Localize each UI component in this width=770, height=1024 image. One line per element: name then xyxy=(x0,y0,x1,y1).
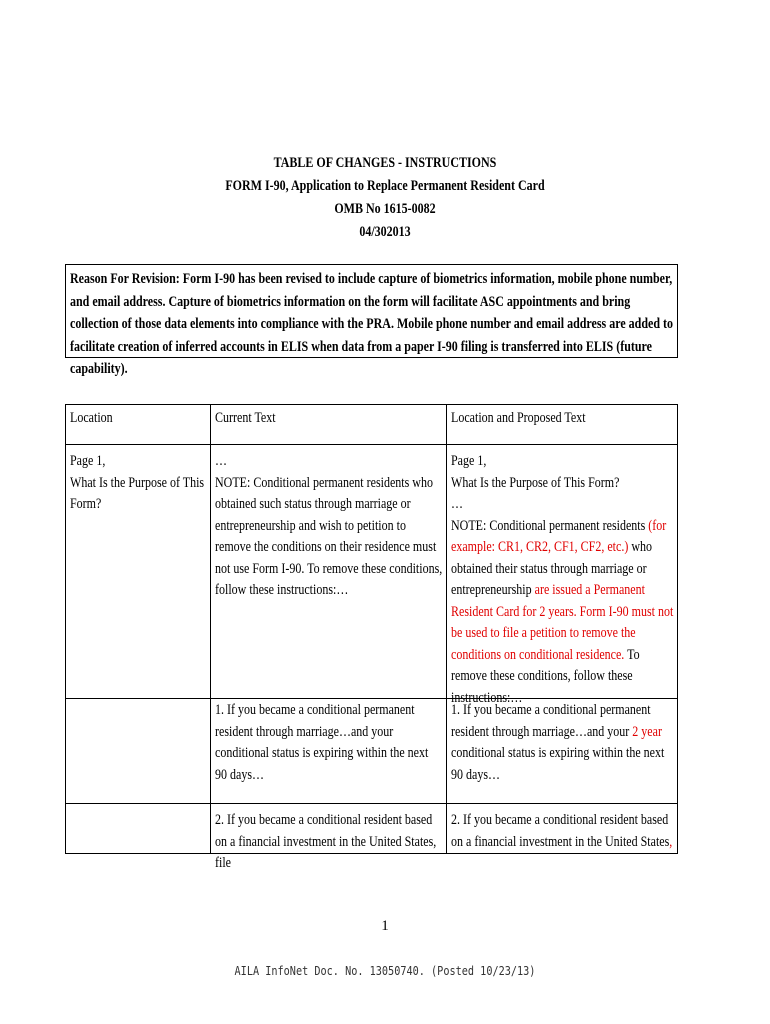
proposed-text-cell: 2. If you became a conditional resident based on a financial investment in the United States, xyxy=(447,804,678,854)
reason-for-revision-box xyxy=(65,264,678,377)
added-text: (for example: CR1, CR2, CF1, CF2, etc.) xyxy=(451,517,667,555)
current-text-cell: 2. If you became a conditional resident based on a financial investment in the United States, file xyxy=(211,804,447,854)
location-page: Page 1, xyxy=(70,453,106,469)
location-cell xyxy=(66,699,211,804)
proposed-location-section: What Is the Purpose of This Form? xyxy=(451,474,620,491)
added-text: are issued a Permanent Resident Card for 2 years. Form I-90 must not be used to file a petition to remove the conditions on conditional residence. xyxy=(451,582,674,663)
proposed-note: NOTE: Conditional permanent residents (for example: CR1, CR2, CF1, CF2, etc.) who obtained their status through marriage or entrepreneurship are issued a Permanent Resident Card for 2 years. Form I-90 must not be used to file a petition to remove the conditions on conditional residence. To remove these conditions, follow these instructions:… xyxy=(451,517,674,706)
changes-table xyxy=(65,404,678,871)
page-number: 1 xyxy=(381,918,389,934)
table-row xyxy=(66,804,678,854)
document-header xyxy=(77,152,693,244)
header-omb-number: OMB No 1615-0082 xyxy=(334,201,436,217)
proposed-location-page: Page 1, xyxy=(451,453,487,469)
location-section: What Is the Purpose of This Form? xyxy=(70,474,205,512)
location-cell xyxy=(66,804,211,854)
proposed-ellipsis: … xyxy=(451,496,463,512)
current-text-cell xyxy=(211,445,447,699)
current-text-cell: 1. If you became a conditional permanent resident through marriage…and your conditional status is expiring within the next 90 days… xyxy=(211,699,447,804)
proposed-text-cell xyxy=(447,445,678,706)
reason-for-revision-text: Reason For Revision: Form I-90 has been revised to include capture of biometrics information, mobile phone number, and email address. Capture of biometrics information on the form will facilitate ASC appointments and bring collection of those data elements into compliance with the PRA. Mobile phone number and email address are added to facilitate creation of inferred accounts in ELIS when data from a paper I-90 filing is transferred into ELIS (future capability). xyxy=(70,271,673,377)
current-ellipsis: … xyxy=(215,453,227,469)
footer-doc-number: AILA InfoNet Doc. No. 13050740. (Posted 10/23/13) xyxy=(234,964,536,978)
table-row xyxy=(66,699,678,804)
header-date: 04/302013 xyxy=(359,224,411,240)
column-header-proposed-text: Location and Proposed Text xyxy=(447,405,678,445)
current-note: NOTE: Conditional permanent residents who obtained such status through marriage or entrepreneurship and wish to petition to remove the conditions on their residence must not use Form I-90. To remove these conditions, follow these instructions:… xyxy=(215,474,443,598)
location-cell xyxy=(66,445,211,699)
added-text: , xyxy=(669,833,673,850)
proposed-text-cell: 1. If you became a conditional permanent resident through marriage…and your 2 year conditional status is expiring within the next 90 days… xyxy=(447,699,678,804)
table-header-row xyxy=(66,405,678,445)
table-row xyxy=(66,445,678,699)
column-header-current-text: Current Text xyxy=(211,405,447,445)
header-form-name: FORM I-90, Application to Replace Permanent Resident Card xyxy=(225,178,545,194)
header-title: TABLE OF CHANGES - INSTRUCTIONS xyxy=(273,155,497,171)
column-header-location: Location xyxy=(66,405,211,445)
added-text: 2 year xyxy=(632,723,662,740)
